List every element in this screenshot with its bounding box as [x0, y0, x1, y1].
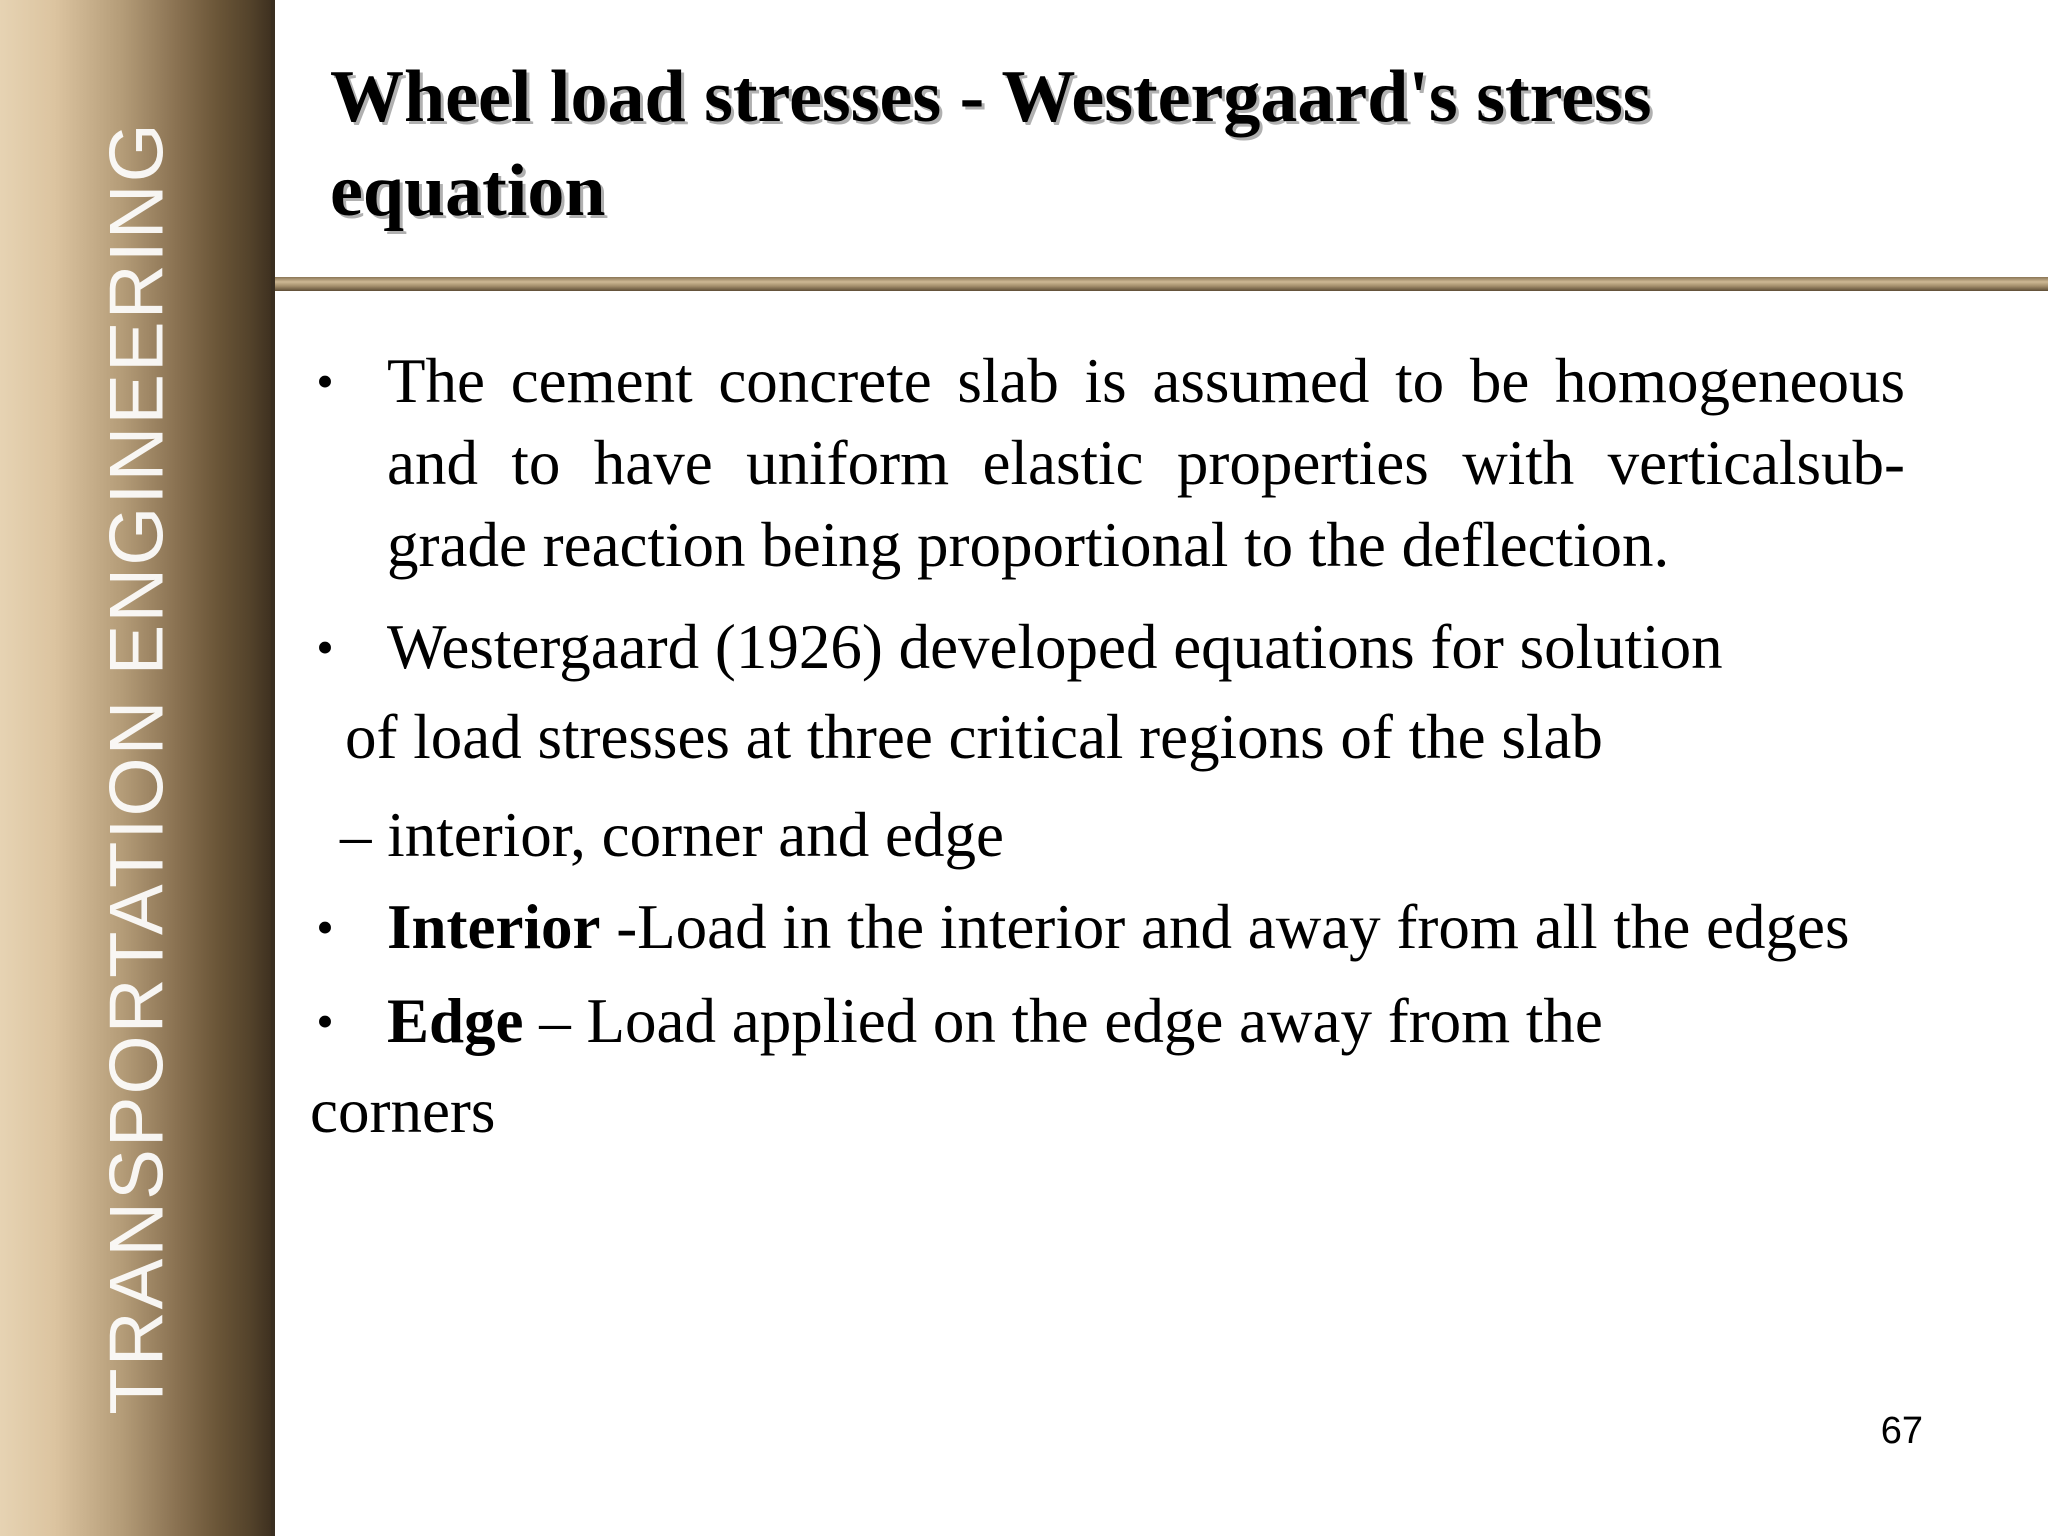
bullet-item-assumption — [305, 340, 1905, 586]
bullet-continuation: of load stresses at three critical regions of the slab — [345, 702, 1603, 772]
bullet-continuation: – interior, corner and edge — [340, 800, 1004, 870]
slide-body — [305, 340, 1905, 1160]
slide-title — [330, 50, 1980, 238]
bullet-icon: • — [316, 899, 334, 955]
title-line-1: Wheel load stresses - Westergaard's stress — [330, 56, 1652, 138]
bullet-text — [387, 980, 1905, 1062]
bullet-description: – Load applied on the edge away from the — [523, 986, 1603, 1056]
bullet-text — [387, 886, 1905, 968]
title-divider — [275, 277, 2048, 291]
bullet-icon: • — [316, 993, 334, 1049]
sidebar — [0, 0, 275, 1536]
sidebar-label: TRANSPORTATION ENGINEERING — [94, 121, 180, 1415]
bullet-text: Westergaard (1926) developed equations for solution — [387, 612, 1723, 682]
bullet-icon: • — [316, 619, 334, 675]
page-number: 67 — [1880, 1410, 1923, 1452]
bullet-item-westergaard — [305, 606, 1905, 688]
bullet-term: Interior — [387, 892, 601, 962]
bullet-description: -Load in the interior and away from all the edges — [600, 892, 1850, 962]
bullet-term: Edge — [387, 986, 524, 1056]
bullet-item-edge — [305, 980, 1905, 1062]
bullet-continuation: corners — [310, 1076, 496, 1146]
bullet-text: The cement concrete slab is assumed to be homogeneous and to have uniform elastic properties with verticalsub-grade reaction being proportional to the deflection. — [387, 346, 1905, 580]
bullet-item-interior — [305, 886, 1905, 968]
title-line-2: equation — [330, 150, 606, 232]
bullet-icon: • — [316, 353, 334, 409]
